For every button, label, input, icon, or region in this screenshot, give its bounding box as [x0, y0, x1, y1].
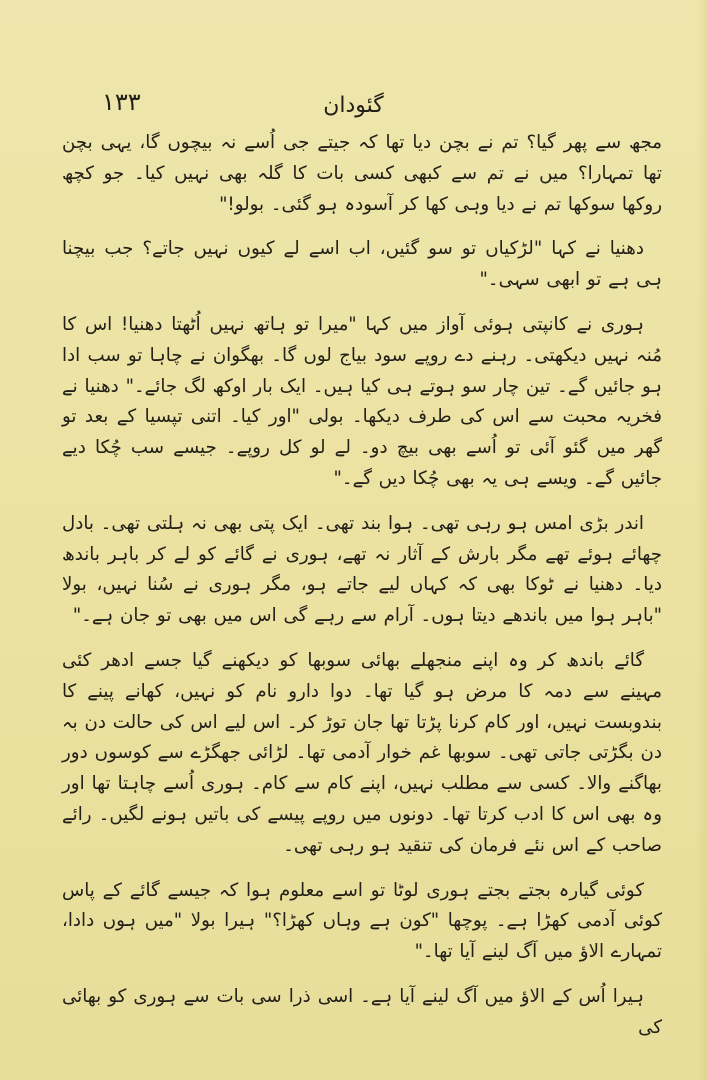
paragraph: دھنیا نے کہا "لڑکیاں تو سو گئیں، اب اسے لے کیوں نہیں جاتے؟ جب بیچنا ہی ہے تو ابھی سہی۔" [62, 238, 662, 291]
paragraph: کوئی گیارہ بجتے بجتے ہوری لوٹا تو اسے معلوم ہوا کہ جیسے گائے کے پاس کوئی آدمی کھڑا ہے۔ پوچھا "کون ہے وہاں کھڑا؟" ہیرا بولا "میں ہوں دادا، تمہارے الاؤ میں آگ لینے آیا تھا۔" [62, 879, 662, 963]
paragraph: ہوری نے کانپتی ہوئی آواز میں کہا "میرا تو ہاتھ نہیں اُٹھتا دھنیا! اس کا مُنہ نہیں دیکھتی۔ رہنے دے روپے سود بیاج لوں گا۔ بھگوان نے چاہا تو سب ادا ہو جائیں گے۔ تین چار سو ہوتے ہی کیا ہیں۔ ایک بار اوکھ لگ جائے۔" دھنیا نے فخریہ محبت سے اس کی طرف دیکھا۔ بولی "اور کیا۔ اتنی تپسیا کے بعد تو گھر میں گئو آئی تو اُسے بھی بیچ دو۔ لے لو کل روپے۔ جیسے سب چُکا دیے جائیں گے۔ ویسے ہی یہ بھی چُکا دیں گے۔" [62, 313, 662, 489]
paragraph: مجھ سے پھر گیا؟ تم نے بچن دیا تھا کہ جیتے جی اُسے نہ بیچوں گا، یہی بچن تھا تمہارا؟ میں نے تم سے کبھی کسی بات کا گلہ بھی نہیں کیا۔ جو کچھ روکھا سوکھا تم نے دیا وہی کھا کر آسودہ ہو گئی۔ بولو!" [62, 132, 662, 215]
paragraph: اندر بڑی امس ہو رہی تھی۔ ہوا بند تھی۔ ایک پتی بھی نہ ہلتی تھی۔ بادل چھائے ہوئے تھے مگر بارش کے آثار نہ تھے، ہوری نے گائے کو لے کر باہر باندھ دیا۔ دھنیا نے ٹوکا بھی کہ کہاں لیے جاتے ہو، مگر ہوری نے سُنا نہیں، بولا "باہر ہوا میں باندھے دیتا ہوں۔ آرام سے رہے گی اس میں بھی تو جان ہے۔" [62, 512, 662, 627]
paragraph: گائے باندھ کر وہ اپنے منجھلے بھائی سوبھا کو دیکھنے گیا جسے ادھر کئی مہینے سے دمہ کا مرض ہو گیا تھا۔ دوا دارو نام کو نہیں، کھانے پینے کا بندوبست نہیں، اور کام کرنا پڑتا تھا جان توڑ کر۔ اس لیے اس کی حالت دن بہ دن بگڑتی جاتی تھی۔ سوبھا غم خوار آدمی تھا۔ لڑائی جھگڑے سے کوسوں دور بھاگنے والا۔ کسی سے مطلب نہیں، اپنے کام سے کام۔ ہوری اُسے چاہتا تھا اور وہ بھی اس کا ادب کرتا تھا۔ دونوں میں روپے پیسے کی باتیں ہونے لگیں۔ رائے صاحب کے اس نئے فرمان کی تنقید ہو رہی تھی۔ [62, 649, 662, 856]
page-edge-shadow [697, 0, 707, 1080]
page-body [62, 128, 662, 1044]
paragraph: ہیرا اُس کے الاؤ میں آگ لینے آیا ہے۔ اسی ذرا سی بات سے ہوری کو بھائی کی [62, 985, 662, 1038]
running-title: گئودان [323, 93, 384, 118]
page-number: ۱۳۳ [102, 88, 141, 116]
